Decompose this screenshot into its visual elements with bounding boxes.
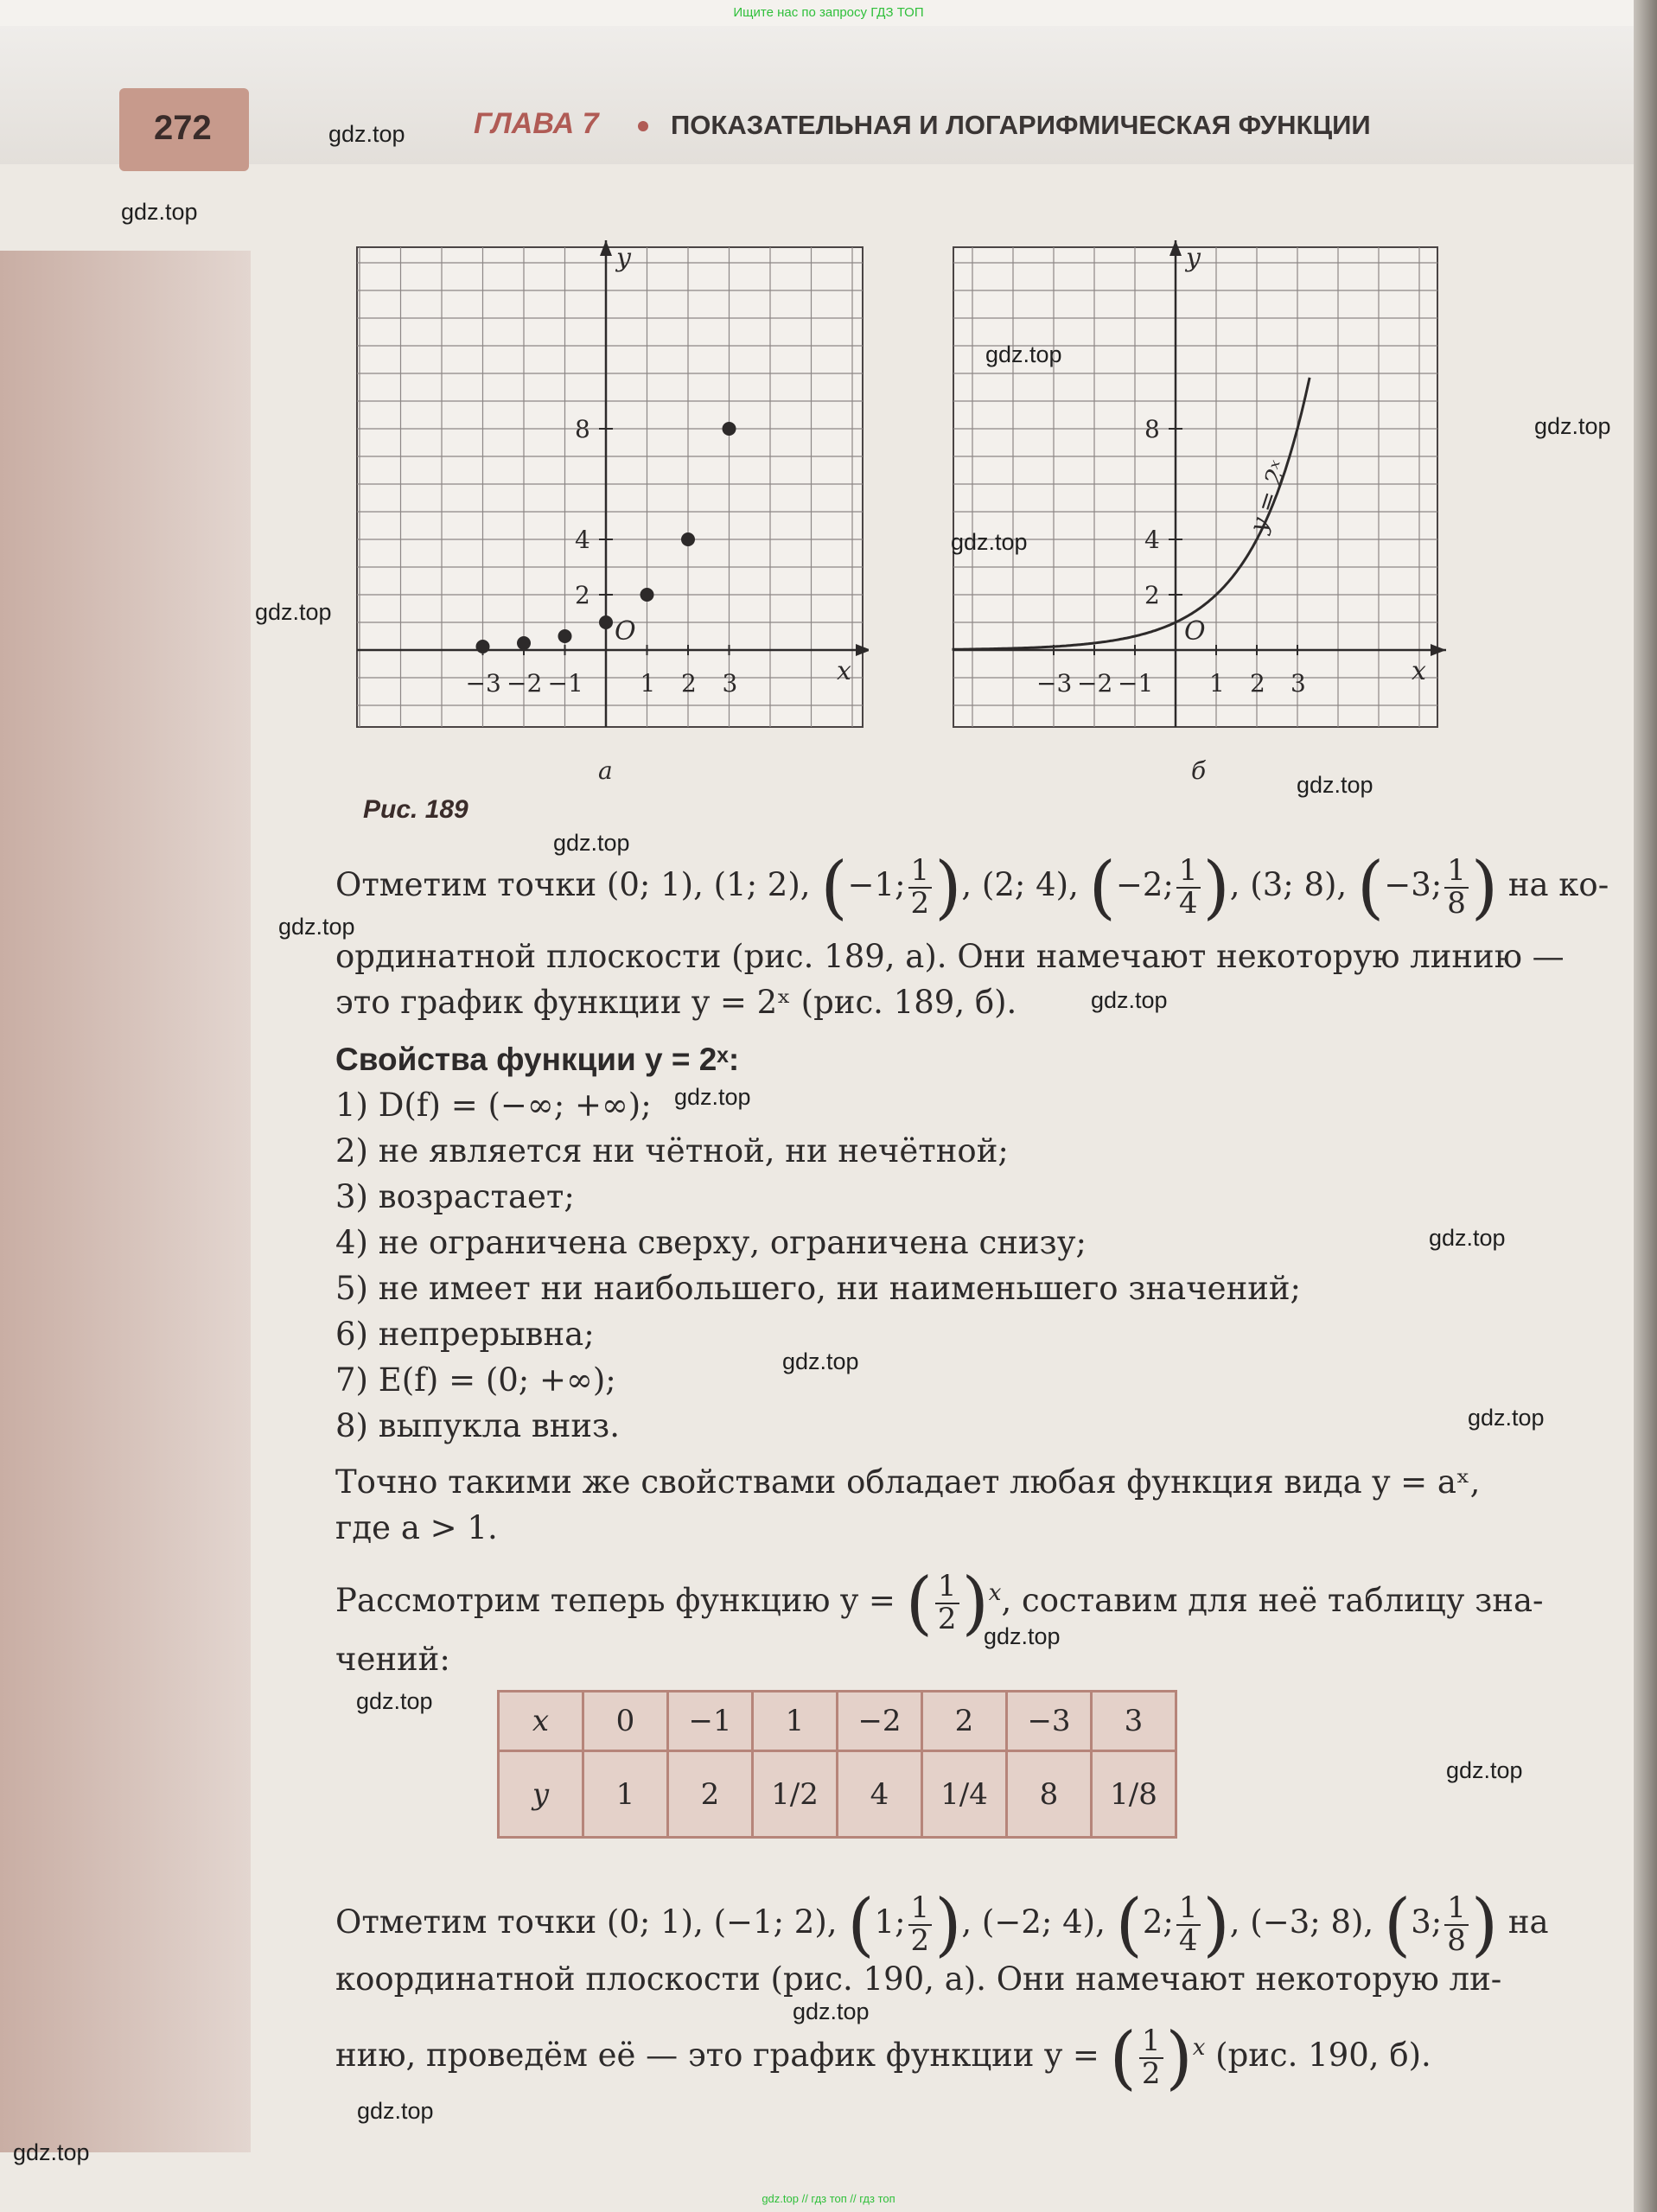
- table-row-y: [499, 1751, 1176, 1838]
- table-cell: −3: [1007, 1692, 1092, 1751]
- watermark: gdz.top: [13, 2139, 90, 2165]
- data-point: [476, 640, 490, 653]
- watermark: gdz.top: [278, 914, 355, 940]
- table-header-x: x: [499, 1692, 583, 1751]
- watermark: gdz.top: [553, 830, 630, 856]
- table-cell: 0: [583, 1692, 668, 1751]
- p1-pt7: −3;: [1384, 866, 1443, 904]
- watermark: gdz.top: [1091, 987, 1168, 1013]
- watermark: gdz.top: [1429, 1225, 1506, 1251]
- fraction-eighth-2: $\frac{1}{8}$: [1444, 1893, 1469, 1956]
- watermark: gdz.top: [1534, 413, 1611, 439]
- y-tick-label: 4: [1144, 526, 1160, 554]
- graph-a-caption: а: [598, 756, 613, 785]
- x-axis-label: x: [837, 656, 851, 686]
- table-cell: 1: [753, 1692, 838, 1751]
- graph-frame: [357, 247, 863, 727]
- watermark: gdz.top: [121, 199, 198, 225]
- table-cell: 1/4: [922, 1751, 1007, 1838]
- p4-line3-start: нию, проведём её — это график функции y =: [335, 2037, 1099, 2075]
- table-header-y: y: [499, 1751, 583, 1838]
- data-point: [640, 588, 654, 602]
- paragraph-4-line-2: координатной плоскости (рис. 190, а). Они намечают некоторую ли-: [335, 1960, 1502, 1998]
- property-6: 6) непрерывна;: [335, 1316, 595, 1353]
- p4-line3-end: (рис. 190, б).: [1215, 2037, 1431, 2075]
- chapter-bullet: [638, 121, 648, 131]
- p4-exponent: x: [1192, 2034, 1206, 2061]
- table-cell: 8: [1007, 1751, 1092, 1838]
- watermark: gdz.top: [356, 1688, 433, 1714]
- x-axis-label: x: [1412, 656, 1426, 686]
- property-5: 5) не имеет ни наибольшего, ни наименьшего значений;: [335, 1270, 1302, 1307]
- graph-b: [946, 240, 1448, 733]
- table-cell: −2: [838, 1692, 922, 1751]
- table-cell: 1/2: [753, 1751, 838, 1838]
- figure-label: Рис. 189: [363, 795, 468, 824]
- fraction-quarter: $\frac{1}{4}$: [1176, 856, 1201, 919]
- side-strip: [0, 251, 251, 2152]
- fraction-half-3: $\frac{1}{2}$: [908, 1893, 933, 1956]
- page-number: 272: [154, 109, 212, 147]
- p4-start: Отметим точки (0; 1), (−1; 2),: [335, 1903, 838, 1941]
- p3-end: , составим для неё таблицу зна-: [1001, 1582, 1544, 1620]
- data-point: [517, 636, 531, 650]
- y-axis-label: y: [616, 243, 631, 273]
- property-8: 8) выпукла вниз.: [335, 1407, 620, 1444]
- graph-frame: [953, 247, 1437, 727]
- x-tick-label: 3: [1291, 669, 1306, 698]
- paragraph-4-line-3: нию, проведём её — это график функции y = ( $\frac{1}{2}$ )$^x$ (рис. 190, б).: [335, 2017, 1431, 2098]
- curve-label: y = 2ˣ: [1243, 456, 1294, 536]
- p4-pt3: 1;: [874, 1903, 906, 1941]
- paragraph-3-line-1: Рассмотрим теперь функцию y = ( $\frac{1}{2}$ )$^x$, составим для неё таблицу зна-: [335, 1562, 1544, 1643]
- y-tick-label: 4: [575, 526, 590, 554]
- data-point: [681, 532, 695, 546]
- table-cell: 1/8: [1092, 1751, 1176, 1838]
- data-point: [723, 422, 736, 436]
- y-tick-label: 2: [575, 581, 590, 609]
- paragraph-1-line-3: это график функции y = 2ˣ (рис. 189, б).: [335, 984, 1017, 1021]
- x-tick-label: 1: [640, 669, 656, 698]
- paragraph-3-line-2: чений:: [335, 1641, 450, 1678]
- x-tick-label: −1: [547, 669, 583, 698]
- p4-mid2: , (−3; 8),: [1229, 1903, 1374, 1941]
- p4-pt5: 2;: [1142, 1903, 1174, 1941]
- x-tick-label: 2: [681, 669, 697, 698]
- paragraph-1-line-1: Отметим точки (0; 1), (1; 2), (−1; $\frac{1}{2}$ ), (2; 4), (−2; $\frac{1}{4}$ ), (3; 8), (−3; $\frac{1}{8}$ ) на ко-: [335, 846, 1609, 928]
- table-cell: 3: [1092, 1692, 1176, 1751]
- fraction-quarter-2: $\frac{1}{4}$: [1176, 1893, 1201, 1956]
- p4-mid: , (−2; 4),: [961, 1903, 1106, 1941]
- watermark: gdz.top: [951, 529, 1028, 555]
- p4-pt7: 3;: [1411, 1903, 1443, 1941]
- p1-start: Отметим точки (0; 1), (1; 2),: [335, 866, 811, 904]
- fraction-eighth: $\frac{1}{8}$: [1444, 856, 1469, 919]
- p3-exponent: x: [988, 1579, 1002, 1606]
- paragraph-4-line-1: Отметим точки (0; 1), (−1; 2), (1; $\frac{1}{2}$ ), (−2; 4), (2; $\frac{1}{4}$ ), (−3; 8), (3; $\frac{1}{8}$ ) на: [335, 1884, 1549, 1965]
- origin-label: O: [1184, 616, 1206, 647]
- p3-start: Рассмотрим теперь функцию y =: [335, 1582, 895, 1620]
- table-cell: 4: [838, 1751, 922, 1838]
- watermark: gdz.top: [328, 121, 405, 147]
- x-tick-label: −1: [1118, 669, 1154, 698]
- watermark: gdz.top: [674, 1084, 751, 1110]
- p1-pt5: −2;: [1115, 866, 1174, 904]
- property-2: 2) не является ни чётной, ни нечётной;: [335, 1132, 1009, 1170]
- properties-title: Свойства функции y = 2ˣ:: [335, 1042, 740, 1077]
- y-axis-label: y: [1186, 243, 1201, 273]
- data-point: [599, 615, 613, 629]
- property-4: 4) не ограничена сверху, ограничена снизу;: [335, 1224, 1087, 1261]
- top-watermark: Ищите нас по запросу ГДЗ ТОП: [733, 5, 924, 20]
- values-table: [497, 1690, 1177, 1839]
- table-cell: 2: [922, 1692, 1007, 1751]
- graph-a: [350, 240, 869, 733]
- fraction-half: $\frac{1}{2}$: [908, 856, 933, 919]
- chapter-label: ГЛАВА 7: [474, 107, 599, 140]
- table-cell: −1: [668, 1692, 753, 1751]
- y-tick-label: 2: [1144, 581, 1160, 609]
- table-cell: 1: [583, 1751, 668, 1838]
- p1-pt3: −1;: [847, 866, 906, 904]
- property-3: 3) возрастает;: [335, 1178, 575, 1215]
- chapter-title: ПОКАЗАТЕЛЬНАЯ И ЛОГАРИФМИЧЕСКАЯ ФУНКЦИИ: [671, 110, 1371, 140]
- p1-mid: , (2; 4),: [961, 866, 1079, 904]
- watermark: gdz.top: [357, 2098, 434, 2124]
- page-edge: [1634, 0, 1657, 2212]
- x-tick-label: 1: [1209, 669, 1225, 698]
- paragraph-2-line-2: где a > 1.: [335, 1509, 498, 1546]
- p1-end: на ко-: [1507, 866, 1609, 904]
- x-tick-label: −3: [465, 669, 501, 698]
- watermark: gdz.top: [1468, 1405, 1545, 1431]
- watermark: gdz.top: [984, 1623, 1061, 1649]
- watermark: gdz.top: [1446, 1757, 1523, 1783]
- y-tick-label: 8: [1144, 415, 1160, 443]
- graph-b-caption: б: [1191, 756, 1207, 785]
- property-7: 7) E(f) = (0; +∞);: [335, 1361, 616, 1399]
- paragraph-1-line-2: ординатной плоскости (рис. 189, а). Они намечают некоторую линию —: [335, 938, 1565, 975]
- origin-label: O: [615, 616, 636, 647]
- x-tick-label: −2: [1077, 669, 1113, 698]
- x-tick-label: 2: [1250, 669, 1265, 698]
- bottom-watermark: gdz.top // гдз топ // гдз топ: [762, 2192, 895, 2205]
- p4-end: на: [1507, 1903, 1549, 1941]
- paragraph-2-line-1: Точно такими же свойствами обладает любая функция вида y = aˣ,: [335, 1463, 1481, 1501]
- data-point: [558, 629, 572, 643]
- watermark: gdz.top: [255, 599, 332, 625]
- watermark: gdz.top: [985, 341, 1062, 367]
- watermark: gdz.top: [793, 1998, 870, 2024]
- table-row-x: [499, 1692, 1176, 1751]
- y-tick-label: 8: [575, 415, 590, 443]
- property-1: 1) D(f) = (−∞; +∞);: [335, 1087, 652, 1124]
- x-tick-label: −2: [507, 669, 543, 698]
- x-tick-label: −3: [1036, 669, 1073, 698]
- fraction-half-2: $\frac{1}{2}$: [935, 1571, 959, 1635]
- watermark: gdz.top: [1297, 772, 1373, 798]
- x-tick-label: 3: [722, 669, 738, 698]
- table-cell: 2: [668, 1751, 753, 1838]
- fraction-half-4: $\frac{1}{2}$: [1139, 2026, 1163, 2089]
- watermark: gdz.top: [782, 1348, 859, 1374]
